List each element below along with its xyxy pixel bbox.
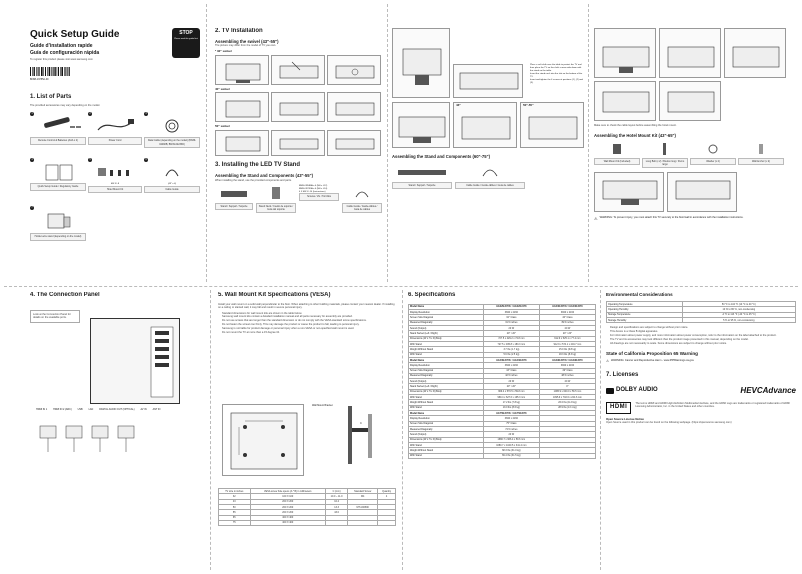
spec-value: 969.4 x 627.6 x 195.3 mm xyxy=(483,395,539,400)
spec-value: 3840 x 2160 xyxy=(483,310,539,315)
vesa-head-screw: Standard Screw xyxy=(348,489,378,494)
part-screw-qty: (43" x 4) xyxy=(167,183,177,186)
part-screw-label: M4 X L8 xyxy=(110,183,120,186)
part-hotel-mount-label: Hotel Mount Kit xyxy=(88,186,142,193)
stand-screw-b: BN96-39733A x 4 (M4 x L14) xyxy=(299,187,328,190)
stand-size-50-55: 50"-55" xyxy=(523,103,534,107)
spec-key: With Stand xyxy=(409,453,484,458)
wall-mount-bullet-1: • Standard dimensions for wall mount kits are shown in the table below. xyxy=(222,312,398,315)
part-guide: 4 Quick Setup Guide / Regulatory Guide xyxy=(30,158,86,191)
stand2-base-icon xyxy=(392,162,452,180)
stand-components-row-2 xyxy=(392,162,584,189)
stand-components-row xyxy=(215,185,383,213)
swivel-steps-50 xyxy=(215,130,383,156)
spec-value: HG32NJ670U / HG32NJ478 xyxy=(483,304,539,309)
spec-key: Weight Without Stand xyxy=(409,347,484,352)
port-ant-in: ANT IN xyxy=(152,408,161,411)
stand-components-title-2: Assembling the Stand and Components (60"-75") xyxy=(392,154,490,159)
wall-mount-bullet-2: • Samsung wall mount kits contain a detailed installation manual and all parts necessary for assembly are provided. xyxy=(222,315,398,318)
stand-caption-1: Stand / Support / Soporte xyxy=(215,203,253,210)
long-bolt-icon xyxy=(642,142,688,156)
wall-mount-bullets xyxy=(218,312,398,335)
wall-mount-bullet-4: • Do not fasten the screws too firmly. This may damage the product or cause the product to fall, leading to personal injury. xyxy=(222,323,398,326)
spec-value: 39.5 inches xyxy=(539,320,595,325)
hotel-step-1 xyxy=(594,172,664,212)
connection-back-diagram xyxy=(90,318,180,404)
vesa-holes-icon xyxy=(223,405,305,477)
environment-title: Environmental Considerations xyxy=(606,292,673,297)
spec-value: 42.5 inches xyxy=(483,373,539,378)
spec-value xyxy=(539,453,595,458)
vesa-row: 43 200 X 200 10.4 xyxy=(219,499,396,504)
fold-line-v3-bottom xyxy=(600,290,601,570)
env-note-5: • All drawings are not necessarily to scale. Some dimensions are subject to change without prior notice. xyxy=(610,342,796,345)
spec-key: Measured Diagonally xyxy=(409,320,484,325)
spec-key: Display Resolution xyxy=(409,416,484,421)
spec-value: 28.9 lbs (13.1 kg) xyxy=(539,405,595,410)
barcode xyxy=(30,67,70,81)
hevc-logo: HEVCAdvance xyxy=(740,385,796,395)
spec-value: 3840 x 2160 xyxy=(483,416,539,421)
env-note-4: • The TV and its accessories may look different than the product image presented in this manual, depending on the model. xyxy=(610,338,796,341)
spec-value: 20° / 20° xyxy=(539,331,595,336)
hdmi-text: The terms HDMI and HDMI High-Definition Multimedia Interface, and the HDMI Logo are trademarks or registered trademarks of HDMI Licensing Administrator, Inc. in the United States and other countries. xyxy=(635,401,790,409)
spec-value: 969.4 x 570.5 x 59.8 mm xyxy=(483,389,539,394)
env-row: Storage Humidity 5 % to 95 %, non-condensing xyxy=(607,317,796,322)
stand-component-screws xyxy=(299,185,339,213)
part-remote: 1 Remote Control & Batteries (AAA x 2) xyxy=(30,112,86,145)
hotel-warning-text: WARNING: To prevent injury, you must attach this TV securely to the floor/wall in accordance with the installation instructions. xyxy=(599,215,744,219)
swivel-40-step-2 xyxy=(271,92,325,122)
vesa-table xyxy=(218,488,396,526)
guide-subtitle-es: Guía de configuración rápida xyxy=(30,49,100,56)
wall-mount-intro: Install your wall mount on a solid wall perpendicular to the floor. When attaching to other building materials, please contact your nearest dealer. If installing on a ceiling or slanted wall, it may fall and result in severe personal injury. xyxy=(218,302,395,310)
spec-key: Display Resolution xyxy=(409,310,484,315)
connection-devices-icon xyxy=(36,418,186,464)
install-stand-title: 3. Installing the LED TV Stand xyxy=(215,162,301,169)
connection-panel-title: 4. The Connection Panel xyxy=(30,292,100,298)
spec-value: 20° / 20° xyxy=(483,384,539,389)
spec-value: 19.0 lbs (8.6 kg) xyxy=(483,405,539,410)
spec-value: 48.5 inches xyxy=(539,373,595,378)
part-power-cord-label: Power Cord xyxy=(88,137,142,144)
spec-key: Dimensions (W x H x D) Body xyxy=(409,437,484,442)
list-of-parts-title: 1. List of Parts xyxy=(30,94,72,101)
spec-value: 20 W xyxy=(483,326,539,331)
stand-component-neck xyxy=(256,185,296,213)
spec-value: HG43NJ670U / HG43NJ678 xyxy=(483,357,539,362)
part-guide-label: Quick Setup Guide / Regulatory Guide xyxy=(30,183,86,190)
spec-value: 20 W xyxy=(539,326,595,331)
part-holder-wire: 7 Holder-wire stand (depending on the model) xyxy=(30,206,86,241)
spec-key: Sound (Output) xyxy=(409,432,484,437)
vesa-row: 75 400 X 400 xyxy=(219,520,396,525)
swivel-size-32: * 32" swivel xyxy=(215,48,232,53)
fold-line-v1-top xyxy=(206,4,207,282)
stop-badge xyxy=(172,28,200,58)
part-cable-guide: 6 (43" x 4) Cable Guide xyxy=(144,158,200,194)
spec-key: Model Name xyxy=(409,411,484,416)
dolby-icon xyxy=(606,388,614,394)
hotel-part-2 xyxy=(642,142,688,168)
hotel-part-1 xyxy=(594,142,640,168)
stand-step-image-50 xyxy=(520,102,584,148)
wall-mount-bullet-3: • Do not use screws that are longer than the standard dimension or do not comply with the VESA standard screw specifications. xyxy=(222,319,398,322)
environment-section xyxy=(606,292,796,568)
spec-value: 74.5 inches xyxy=(483,426,539,431)
dolby-logo-text: DOLBY AUDIO xyxy=(616,386,658,393)
hotel-caption-1: Wall Mount Kit (Included) xyxy=(594,158,640,165)
swivel-size-40: 40" swivel xyxy=(215,86,230,91)
vesa-head-c: C (mm) xyxy=(325,489,347,494)
part-power-cord: 2 Power Cord xyxy=(88,112,142,145)
spec-value: 49" Class xyxy=(539,368,595,373)
fold-line-v2-top xyxy=(387,4,388,282)
fold-line-v2-bottom xyxy=(402,290,403,570)
vesa-diagram xyxy=(222,404,304,476)
stand-note: When installing the stand, use the provided components and parts. xyxy=(215,178,292,182)
port-digital-audio: DIGITAL AUDIO OUT (OPTICAL) xyxy=(99,408,135,411)
stand2-step-5 xyxy=(659,81,721,121)
spec-value: 68.3 lbs (31.0 kg) xyxy=(483,448,539,453)
env-row: Storage Temperature -4 °F to 113 °F (-20 °C to 45 °C) xyxy=(607,312,796,317)
hotel-caption-2: Long Bolt (x 2) / Boulon long / Perno largo xyxy=(642,158,688,168)
spec-value: 1680.7 x 966.4 x 59.6 mm xyxy=(483,437,539,442)
spec-key: With Stand xyxy=(409,442,484,447)
swivel-40-step-1 xyxy=(215,92,269,122)
vesa-row: 32 100 X 100 10.0 ~ 11.0 M4 4 xyxy=(219,494,396,499)
stand-caption-2: Stand Neck / Cuello de soporte / Guía del soporte xyxy=(256,203,296,213)
tv-install-panel xyxy=(215,28,383,284)
spec-value: 912.9 x 525.1 x 77.4 mm xyxy=(539,336,595,341)
wall-mount-kit-icon xyxy=(594,142,640,156)
hotel-steps xyxy=(594,172,794,212)
spec-value: 1095.9 x 640.0 x 56.5 mm xyxy=(539,389,595,394)
barcode-text: BN68-13785A-00 xyxy=(30,78,49,82)
fold-line-v3-top xyxy=(588,4,589,282)
guide-title: Quick Setup Guide xyxy=(30,29,120,40)
vesa-head-spec: VESA screw hole specs (A * B) in millimeters xyxy=(250,489,325,494)
hotel-step-2 xyxy=(667,172,737,212)
spec-key: Sound (Output) xyxy=(409,326,484,331)
spec-value: 15.0 lbs (6.8 kg) xyxy=(539,347,595,352)
spec-key: Weight Without Stand xyxy=(409,400,484,405)
stand-step-image-43 xyxy=(453,102,517,148)
stand-step-notes xyxy=(526,28,584,98)
stand2-cable-guide-icon xyxy=(455,162,525,180)
licenses-title: 7. Licenses xyxy=(606,371,639,378)
env-note-1: • Design and specifications are subject to change without prior notice. xyxy=(610,326,796,329)
stand-components-title: Assembling the Stand and Components (43"-55") xyxy=(215,173,313,179)
spec-value: 20 W xyxy=(483,379,539,384)
swivel-50-step-1 xyxy=(215,130,269,156)
prop65-text: WARNING: Cancer and Reproductive Harm - www.P65Warnings.ca.gov. xyxy=(611,359,695,363)
spec-key: Weight Without Stand xyxy=(409,448,484,453)
spec-value: 727.5 x 465.8 x 183.3 mm xyxy=(483,341,539,346)
swivel-40-step-3 xyxy=(327,92,381,122)
spec-key: Stand Swivel (Left / Right) xyxy=(409,331,484,336)
spec-value: 3.7 lbs (1.7 kg) xyxy=(483,347,539,352)
spec-key: Screen Size Diagonal xyxy=(409,368,484,373)
holder-wire-icon xyxy=(30,210,86,232)
license-logos xyxy=(606,386,796,396)
wall-mount-section xyxy=(218,292,398,568)
spec-value: 3840 x 2160 xyxy=(483,363,539,368)
part-cable-guide-label: Cable Guide xyxy=(144,186,200,193)
warning-icon: ⚠ xyxy=(594,215,598,221)
register-line: To register this product please visit www.samsung.com xyxy=(30,58,93,61)
spec-key: Screen Size Diagonal xyxy=(409,421,484,426)
env-row: Operating Humidity 10 % to 80 %, non-condensing xyxy=(607,307,796,312)
stand-component-stand xyxy=(215,185,253,213)
spec-value: 912.9 x 574.1 x 204.7 mm xyxy=(539,341,595,346)
spec-key: Sound (Output) xyxy=(409,379,484,384)
wall-mount-bullet-6: • Do not mount the TV at more than a 15 degree tilt. xyxy=(222,331,398,334)
spec-value: 75" Class xyxy=(483,421,539,426)
port-hdmi-2: HDMI IN 2 (ARC) xyxy=(53,408,72,411)
wall-mount-title: 5. Wall Mount Kit Specifications (VESA) xyxy=(218,292,331,298)
spec-value: 3840 x 2160 xyxy=(539,310,595,315)
c-dimension-label: C xyxy=(360,422,362,425)
prop65-title: State of California Proposition 65 Warning xyxy=(606,351,698,357)
cable-guide-icon xyxy=(144,162,200,182)
tv-installation-title: 2. TV Installation xyxy=(215,28,263,34)
hotel-parts-row xyxy=(594,142,794,168)
hotel-part-4 xyxy=(738,142,784,168)
guide-subtitle-fr: Guide d'installation rapide xyxy=(30,43,93,49)
hdmi-license xyxy=(606,402,796,414)
fold-line-v1-bottom xyxy=(210,290,211,570)
stand2-steps-2 xyxy=(594,81,794,121)
spec-value: 31.5 inches xyxy=(483,320,539,325)
stand2-component-cable xyxy=(455,162,525,189)
cover-panel xyxy=(30,28,200,284)
stand-base-icon xyxy=(215,185,253,201)
connection-labels xyxy=(36,408,196,411)
spec-key: Dimensions (W x H x D) Body xyxy=(409,389,484,394)
stand-caption-4: Cable Guide / Guide-câbles / Guía de cables xyxy=(342,203,382,213)
port-usb: USB xyxy=(77,408,83,411)
washer-icon xyxy=(690,142,736,156)
stand-step-note-3: • Insert and tighten the 4 screws at positions (1), (2) and (3). xyxy=(530,79,584,85)
spec-value: 727.5 x 429.2 x 74.8 mm xyxy=(483,336,539,341)
spec-key: Display Resolution xyxy=(409,363,484,368)
spec-value: 20 W xyxy=(483,432,539,437)
connection-panel-section xyxy=(30,292,206,568)
hotel-mount-icon xyxy=(88,162,142,182)
spec-value: HG40NJ670U / HG40NJ678 xyxy=(539,304,595,309)
stand-step-note-1: • Place a soft cloth over the table to protect the TV and then place the TV on the cloth screen-side down with the stand on the table. xyxy=(530,64,584,73)
spec-row xyxy=(409,453,596,458)
spec-value: 1680.7 x 1040.5 x 341.4 mm xyxy=(483,442,539,447)
spec-value: 18.3 lbs (8.3 kg) xyxy=(539,352,595,357)
wall-bracket-diagram xyxy=(312,400,382,470)
wall-anchor-icon xyxy=(738,142,784,156)
spec-value: 32" Class xyxy=(483,315,539,320)
stand-steps-panel xyxy=(392,28,584,284)
stand2-step-3 xyxy=(724,28,786,78)
part-data-cable: 3 Data Cable (depending on the model) (BN39-02482B, BN39-02233D) xyxy=(144,112,200,148)
spec-value: 26.0 lbs (11.8 kg) xyxy=(539,400,595,405)
stand2-step-4 xyxy=(594,81,656,121)
swivel-step-2 xyxy=(271,55,325,85)
stop-badge-title: STOP xyxy=(179,30,193,36)
remote-control-icon xyxy=(30,116,86,136)
spec-key: With Stand xyxy=(409,395,484,400)
stand-screw-c: 4 X M4 X L14 (Instructions) xyxy=(299,190,326,193)
wall-bracket-icon xyxy=(312,400,382,470)
stand-neck-icon xyxy=(256,185,296,201)
parts-grid xyxy=(30,112,200,252)
stand-component-cable-guide xyxy=(342,185,382,213)
spec-value: 43" Class xyxy=(483,368,539,373)
spec-value: 69.4 lbs (31.5 kg) xyxy=(483,453,539,458)
vesa-head-size: TV size in inches xyxy=(219,489,251,494)
vesa-row: 65 400 X 400 xyxy=(219,515,396,520)
cable-guide-stand-icon xyxy=(342,185,382,201)
env-note-3: • For information about power supply, and more information about power consumption, refer to the information on the label attached to the product. xyxy=(610,334,796,337)
stand2-step-1 xyxy=(594,28,656,78)
barcode-image xyxy=(30,67,70,76)
spec-key: With Stand xyxy=(409,341,484,346)
port-av-in: AV IN xyxy=(140,408,147,411)
part-remote-label: Remote Control & Batteries (AAA x 2) xyxy=(30,137,86,144)
spec-value: 17.2 lbs (7.8 kg) xyxy=(483,400,539,405)
vesa-row: 55 200 X 200 43.0 xyxy=(219,510,396,515)
stand-step-image-3 xyxy=(392,102,450,148)
spec-key: Model Name xyxy=(409,357,484,362)
spec-value: 20 W xyxy=(539,379,595,384)
stand2-caption-1: Stand / Support / Soporte xyxy=(392,182,452,189)
part-hotel-mount: 5 M4 X L8 Hotel Mount Kit xyxy=(88,158,142,194)
guide-book-icon xyxy=(30,162,86,182)
swivel-50-step-3 xyxy=(327,130,381,156)
power-cord-icon xyxy=(88,116,142,136)
hdmi-logo: HDMI xyxy=(606,402,631,414)
spec-value: 40" Class xyxy=(539,315,595,320)
swivel-step-1 xyxy=(215,55,269,85)
spec-key: Dimensions (W x H x D) Body xyxy=(409,336,484,341)
hotel-part-3 xyxy=(690,142,736,168)
part-data-cable-label: Data Cable (depending on the model) (BN39-02482B, BN39-02233D) xyxy=(144,137,200,147)
stand2-steps xyxy=(594,28,794,78)
port-hdmi-1: HDMI IN 1 xyxy=(36,408,48,411)
hotel-caption-4: Wall Anchor (x 2) xyxy=(738,158,784,165)
wall-bracket-label: Wall Mount Bracket xyxy=(312,404,333,407)
spec-key: Stand Swivel (Left / Right) xyxy=(409,384,484,389)
connection-note: Look at the Connection Panel for details on the available ports. xyxy=(30,310,80,323)
specifications-section xyxy=(408,292,596,568)
specifications-title: 6. Specifications xyxy=(408,292,456,298)
tv-back-icon xyxy=(91,319,181,405)
swivel-note: The picture may differ from the model of TV you own. xyxy=(215,44,277,48)
data-cable-icon xyxy=(144,116,200,136)
warning-triangle-icon: ⚠ xyxy=(606,359,610,364)
spec-table xyxy=(408,304,596,459)
stand-screw-a: BN96-39588A x 4 (M4 x L12) xyxy=(299,184,328,187)
hotel-warning-note: Make sure to check the cable layout before assembling the hotel mount. xyxy=(594,124,677,127)
swivel-steps-32 xyxy=(215,55,383,85)
stand-steps-top xyxy=(392,28,584,98)
spec-key: With Stand xyxy=(409,352,484,357)
hotel-warning xyxy=(594,216,794,221)
stand-step-note-2: • Insert the stand neck into the slot on the bottom of the TV. xyxy=(530,73,584,79)
spec-key: Screen Size Diagonal xyxy=(409,315,484,320)
part-holder-wire-label: Holder-wire stand (depending on the model) xyxy=(30,233,86,240)
spec-value: HG49NJ670U / HG49NJ678 xyxy=(539,357,595,362)
stand-step-image-2 xyxy=(453,64,523,98)
spec-key: Measured Diagonally xyxy=(409,373,484,378)
vesa-row: 50 200 X 200 13.3 MT-GW500 xyxy=(219,504,396,509)
hotel-mount-panel xyxy=(594,28,794,284)
spec-value: 20° / 20° xyxy=(483,331,539,336)
dolby-logo xyxy=(606,387,658,395)
fold-line-horizontal xyxy=(4,286,798,287)
prop65-warning xyxy=(606,359,796,363)
hotel-mount-title: Assembling the Hotel Mount Kit (43"-65") xyxy=(594,133,676,139)
port-lan: LAN xyxy=(88,408,94,411)
oss-title: Open Source License Notice xyxy=(606,416,644,421)
spec-value: 5.6 lbs (2.5 kg) xyxy=(483,352,539,357)
stand-caption-3: Screws / Vis / Tornillos xyxy=(299,193,339,200)
hotel-caption-3: Washer (x 2) xyxy=(690,158,736,165)
spec-key: With Stand xyxy=(409,405,484,410)
oss-text: Open Source used in this product can be found on the following webpage. (https://opensource.samsung.com) xyxy=(606,421,732,425)
swivel-title: Assembling the swivel (43"-55") xyxy=(215,38,279,44)
stop-badge-line: Please read this guide first xyxy=(174,37,198,40)
wall-mount-bullet-5: • Samsung is not liable for product damage or personal injury when a non-VESA or non-specified wall mount is used. xyxy=(222,327,398,330)
stand2-caption-2: Cable Guide / Guide-câbles / Guía de cables xyxy=(455,182,525,189)
spec-value: HG75NJ670U / HG75NJ678 xyxy=(483,411,539,416)
stand2-step-2 xyxy=(659,28,721,78)
env-row: Operating Temperature 50 °F to 104 °F (10 °C to 40 °C) xyxy=(607,301,796,306)
swivel-steps-40 xyxy=(215,92,383,122)
spec-value: 0° xyxy=(539,384,595,389)
spec-key: Model Name xyxy=(409,304,484,309)
swivel-size-50: 50" swivel xyxy=(215,124,230,129)
connection-devices xyxy=(36,418,186,464)
spec-value: 3840 x 2160 xyxy=(539,363,595,368)
stand-step-image-1 xyxy=(392,28,450,98)
spec-value: 1095.9 x 702.6 x 224.6 mm xyxy=(539,395,595,400)
stand-steps-mid xyxy=(392,102,584,148)
environment-notes xyxy=(606,326,796,345)
swivel-step-3 xyxy=(327,55,381,85)
stand2-component-stand xyxy=(392,162,452,189)
spec-key: Measured Diagonally xyxy=(409,426,484,431)
vesa-head-qty: Quantity xyxy=(378,489,396,494)
env-note-2: • This device is a Class B digital apparatus. xyxy=(610,330,796,333)
swivel-50-step-2 xyxy=(271,130,325,156)
parts-note: The provided accessories may vary depending on the model. xyxy=(30,104,101,108)
stand-size-43: 43" xyxy=(456,103,461,107)
environment-table xyxy=(606,301,796,323)
